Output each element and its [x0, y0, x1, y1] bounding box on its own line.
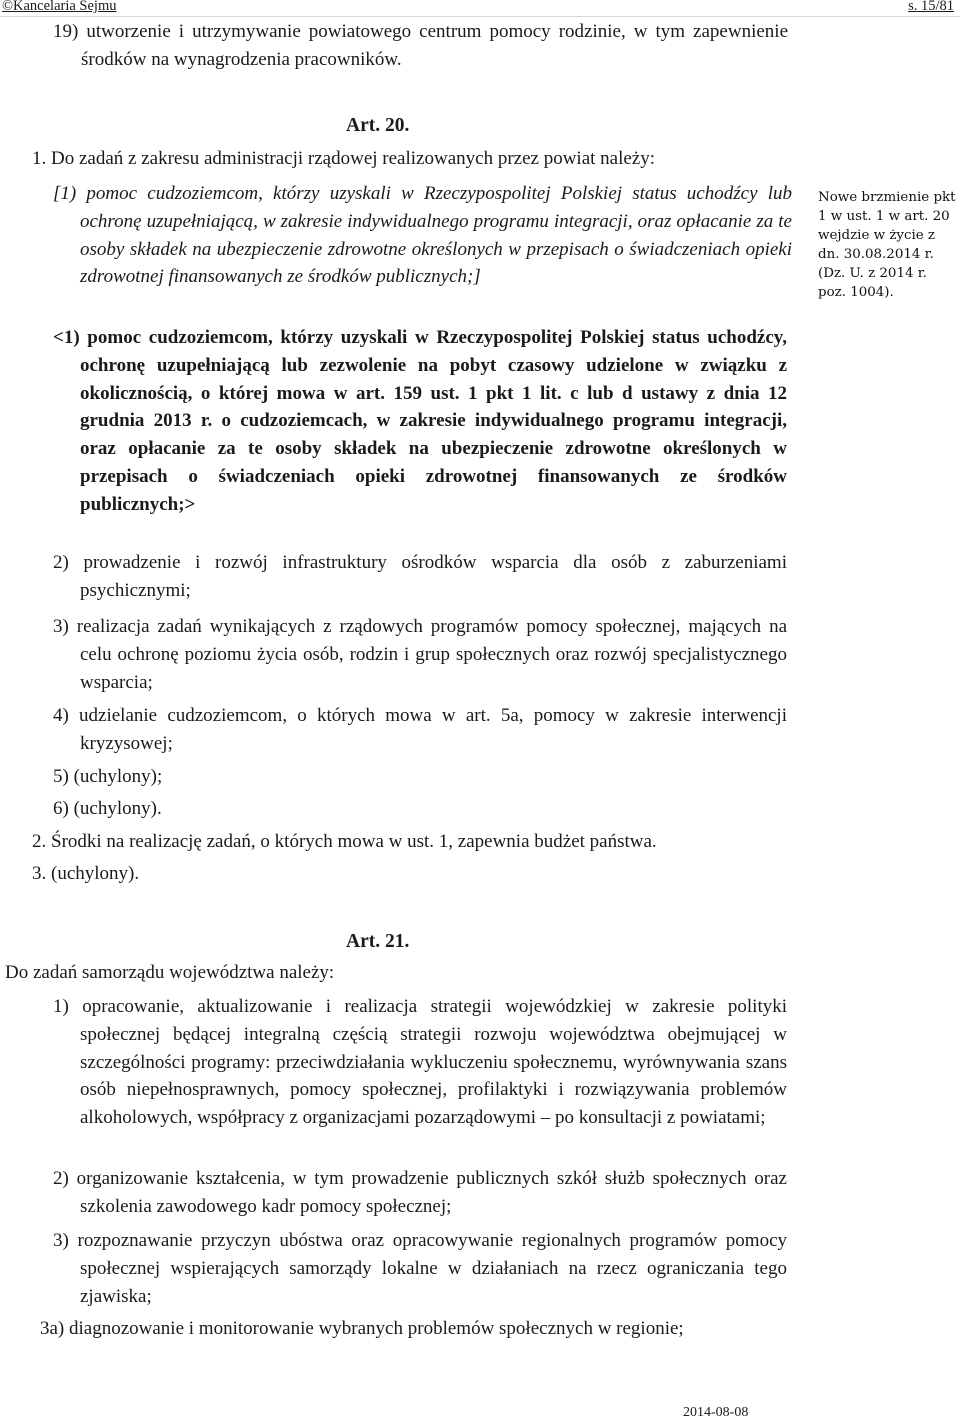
- art21-intro: Do zadań samorządu województwa należy:: [5, 962, 335, 983]
- art20-paragraph-1: 1. Do zadań z zakresu administracji rządowej realizowanych przez powiat należy:: [32, 148, 656, 169]
- art21-point-3a: 3a) diagnozowanie i monitorowanie wybranych problemów społecznych w regionie;: [40, 1318, 684, 1339]
- art20-point-4: 4) udzielanie cudzoziemcom, o których mowa w art. 5a, pomocy w zakresie interwencji kryzysowej;: [53, 705, 787, 754]
- art21-point-2: 2) organizowanie kształcenia, w tym prowadzenie publicznych szkół służb społecznych oraz szkolenia zawodowego kadr pomocy społecznej;: [53, 1168, 787, 1217]
- article-title-21: Art. 21.: [346, 931, 410, 952]
- art20-point-1-old: [1) pomoc cudzoziemcom, którzy uzyskali w Rzeczypospolitej Polskiej status uchodźcy lub ochronę uzupełniającą, w zakresie indywidualnego programu integracji, oraz opłacanie za te osoby składek na ubezpieczenie zdrowotne określonych w przepisach o świadczeniach opieki zdrowotnej finansowanych ze środków publicznych;]: [53, 183, 792, 288]
- art20-point-6: 6) (uchylony).: [53, 798, 162, 819]
- article-title-20: Art. 20.: [346, 115, 410, 136]
- art20-point-5: 5) (uchylony);: [53, 766, 163, 787]
- list-item-19: 19) utworzenie i utrzymywanie powiatowego centrum pomocy rodzinie, w tym zapewnienie środków na wynagrodzenia pracowników.: [53, 21, 788, 70]
- art21-point-3: 3) rozpoznawanie przyczyn ubóstwa oraz opracowywanie regionalnych programów pomocy społecznej wspierających samorządy lokalne w działaniach na rzecz ograniczania tego zjawiska;: [53, 1230, 787, 1307]
- header-page-number[interactable]: s. 15/81: [908, 0, 954, 14]
- art20-point-2: 2) prowadzenie i rozwój infrastruktury ośrodków wsparcia dla osób z zaburzeniami psychicznymi;: [53, 552, 787, 601]
- header-copyright[interactable]: ©Kancelaria Sejmu: [2, 0, 117, 14]
- footer-date: 2014-08-08: [683, 1405, 749, 1420]
- margin-note: Nowe brzmienie pkt 1 w ust. 1 w art. 20 wejdzie w życie z dn. 30.08.2014 r. (Dz. U. z 2014 r. poz. 1004).: [818, 190, 956, 300]
- art20-paragraph-2: 2. Środki na realizację zadań, o których mowa w ust. 1, zapewnia budżet państwa.: [32, 831, 657, 852]
- header-divider: [0, 16, 960, 17]
- art20-point-1-new: <1) pomoc cudzoziemcom, którzy uzyskali w Rzeczypospolitej Polskiej status uchodźcy, ochronę uzupełniającą lub zezwolenie na pobyt czasowy udzielone w związku z okolicznością, o której mowa w art. 159 ust. 1 pkt 1 lit. c lub d ustawy z dnia 12 grudnia 2013 r. o cudzoziemcach, w zakresie indywidualnego programu integracji, oraz opłacanie za te osoby składek na ubezpieczenie zdrowotne określonych w przepisach o świadczeniach opieki zdrowotnej finansowanych ze środków publicznych;>: [53, 327, 787, 515]
- art21-point-1: 1) opracowanie, aktualizowanie i realizacja strategii wojewódzkiej w zakresie polityki społecznej będącej integralną częścią strategii rozwoju województwa obejmującej w szczególności programy: przeciwdziałania wykluczeniu społecznemu, wyrównywania szans osób niepełnosprawnych, pomocy społecznej, profilaktyki i rozwiązywania problemów alkoholowych, współpracy z organizacjami pozarządowymi – po konsultacji z powiatami;: [53, 996, 787, 1129]
- art20-paragraph-3: 3. (uchylony).: [32, 863, 140, 884]
- art20-point-3: 3) realizacja zadań wynikających z rządowych programów pomocy społecznej, mających na celu ochronę poziomu życia osób, rodzin i grup społecznych oraz rozwój specjalistycznego wsparcia;: [53, 616, 787, 693]
